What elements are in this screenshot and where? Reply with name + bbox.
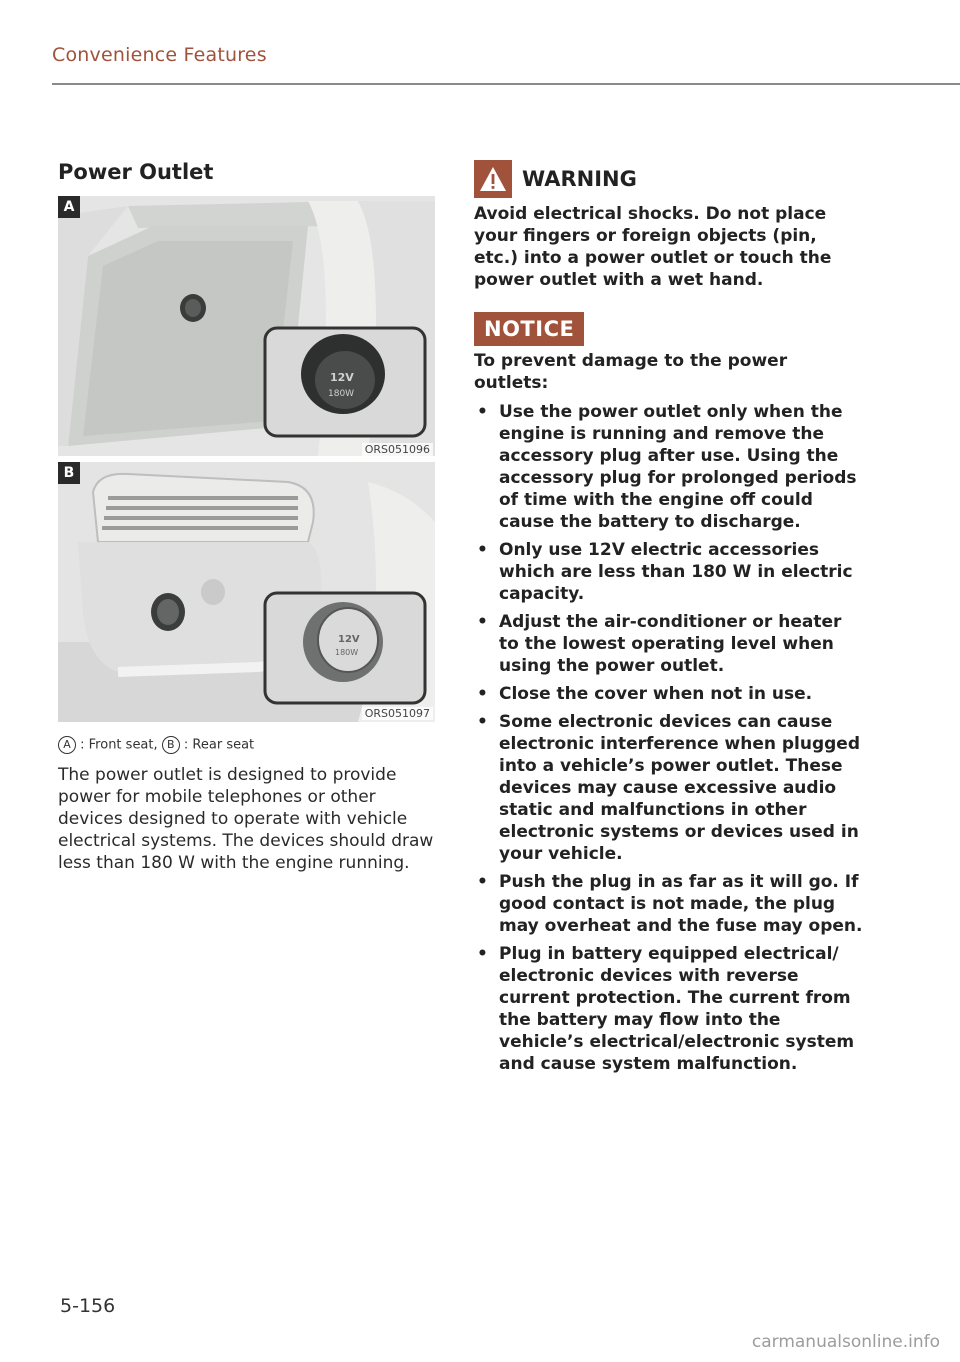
caption-mark-b: B [162, 736, 180, 754]
body-paragraph: The power outlet is designed to provide power for mobile telephones or other devices designed to operate with vehicle electrical systems. The devices should draw less than 180 W with the engine running. [58, 765, 434, 873]
outlet-rating-180w: 180W [328, 389, 355, 399]
notice-item-text: Some electronic devices can cause electronic interference when plugged into a vehicle’s power outlet. These devices may cause excessive audio static and malfunctions in other electronic systems or devices used in your vehicle. [499, 712, 861, 864]
list-item [474, 683, 864, 705]
figure-caption [58, 736, 254, 754]
notice-item-text: Plug in battery equipped electrical/ electronic devices with reverse current protection. The current from the battery may flow into the vehicle’s electrical/electronic system and cause system malfunction. [499, 944, 855, 1074]
rear-outlet-rating-12v: 12V [338, 634, 360, 645]
notice-list [474, 401, 864, 1081]
warning-triangle-icon [474, 160, 512, 198]
bullet: • [477, 944, 488, 964]
bullet: • [477, 684, 488, 704]
bullet: • [477, 402, 488, 422]
notice-badge: NOTICE [474, 312, 584, 346]
list-item [474, 711, 864, 865]
warning-text: Avoid electrical shocks. Do not place your fingers or foreign objects (pin, etc.) into a power outlet or touch the power outlet with a wet hand. [474, 204, 832, 290]
header-title: Convenience Features [52, 44, 267, 66]
bullet: • [477, 872, 488, 892]
section-title: Power Outlet [58, 160, 214, 184]
notice-item-text: Close the cover when not in use. [499, 684, 813, 704]
caption-mark-a: A [58, 736, 76, 754]
list-item [474, 611, 864, 677]
rear-console-illustration [58, 462, 435, 722]
bullet: • [477, 540, 488, 560]
figure-label-a: A [58, 196, 80, 218]
list-item [474, 871, 864, 937]
watermark: carmanualsonline.info [751, 1332, 940, 1352]
bullet: • [477, 712, 488, 732]
header-rule [52, 83, 960, 85]
notice-item-text: Adjust the air-conditioner or heater to the lowest operating level when using the power outlet. [499, 612, 842, 676]
figure-rear-seat-outlet [58, 462, 435, 722]
figure-label-b: B [58, 462, 80, 484]
list-item [474, 539, 864, 605]
list-item [474, 401, 864, 533]
notice-item-text: Only use 12V electric accessories which are less than 180 W in electric capacity. [499, 540, 853, 604]
caption-text-a: : Front seat, [80, 737, 158, 753]
list-item [474, 943, 864, 1075]
page-number: 5-156 [60, 1295, 116, 1317]
warning-header [474, 160, 637, 198]
notice-item-text: Push the plug in as far as it will go. If good contact is not made, the plug may overheat and the fuse may open. [499, 872, 863, 936]
figure-code-a: ORS051096 [362, 443, 433, 456]
warning-title: WARNING [522, 167, 637, 191]
caption-text-b: : Rear seat [183, 737, 255, 753]
rear-outlet-rating-180w: 180W [335, 648, 359, 657]
outlet-rating-12v: 12V [330, 371, 354, 384]
front-console-illustration [58, 196, 435, 456]
bullet: • [477, 612, 488, 632]
figure-code-b: ORS051097 [362, 707, 433, 720]
notice-intro: To prevent damage to the power outlets: [474, 351, 788, 393]
figure-front-seat-outlet [58, 196, 435, 456]
notice-item-text: Use the power outlet only when the engine is running and remove the accessory plug after use. Using the accessory plug for prolonged periods of time with the engine off could cause the battery to discharge. [499, 402, 857, 532]
